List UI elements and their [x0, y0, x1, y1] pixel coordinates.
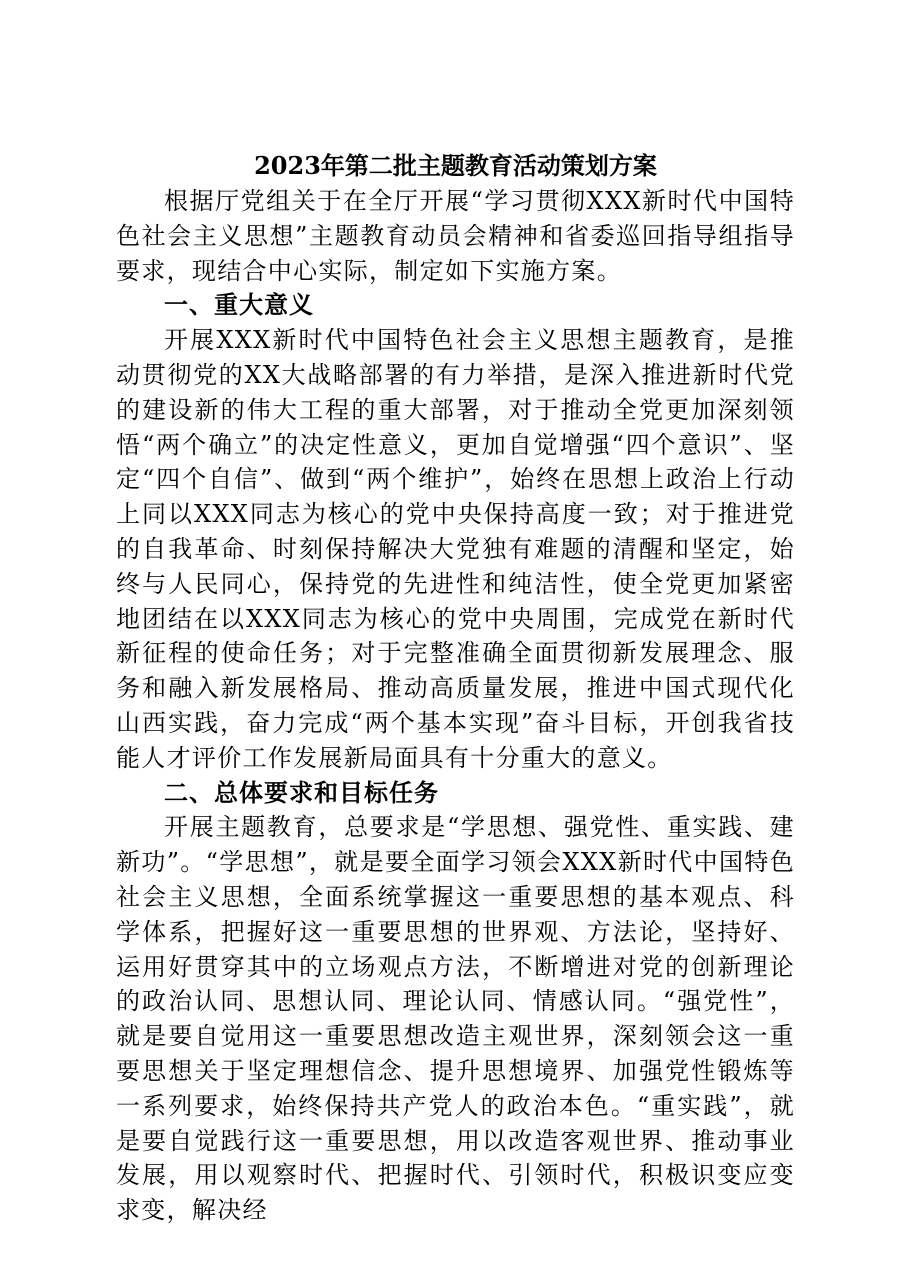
section-body: 开展主题教育，总要求是“学思想、强党性、重实践、建新功”。“学思想”，就是要全面学习领会XXX新时代中国特色社会主义思想，全面系统掌握这一重要思想的基本观点、科学体系，把握好这一重要思想的世界观、方法论，坚持好、运用好贯穿其中的立场观点方法，不断增进对党的创新理论的政治认同、思想认同、理论认同、情感认同。“强党性”，就是要自觉用这一重要思想改造主观世界，深刻领会这一重要思想关于坚定理想信念、提升思想境界、加强党性锻炼等一系列要求，始终保持共产党人的政治本色。“重实践”，就是要自觉践行这一重要思想，用以改造客观世界、推动事业发展，用以观察时代、把握时代、引领时代，积极识变应变求变，解决经	[116, 813, 795, 1225]
section-requirements	[116, 776, 795, 1228]
section-heading: 一、重大意义	[164, 290, 314, 320]
document-title: 2023年第二批主题教育活动策划方案	[254, 151, 657, 180]
section-significance	[116, 288, 795, 775]
section-heading: 二、总体要求和目标任务	[164, 777, 439, 807]
section-body: 开展XXX新时代中国特色社会主义思想主题教育，是推动贯彻党的XX大战略部署的有力举措，是深入推进新时代党的建设新的伟大工程的重大部署，对于推动全党更加深刻领悟“两个确立”的决定性意义，更加自觉增强“四个意识”、坚定“四个自信”、做到“两个维护”，始终在思想上政治上行动上同以XXX同志为核心的党中央保持高度一致；对于推进党的自我革命、时刻保持解决大党独有难题的清醒和坚定，始终与人民同心，保持党的先进性和纯洁性，使全党更加紧密地团结在以XXX同志为核心的党中央周围，完成党在新时代新征程的使命任务；对于完整准确全面贯彻新发展理念、服务和融入新发展格局、推动高质量发展，推进中国式现代化山西实践，奋力完成“两个基本实现”奋斗目标，开创我省技能人才评价工作发展新局面具有十分重大的意义。	[116, 326, 795, 772]
intro-paragraph: 根据厅党组关于在全厅开展“学习贯彻XXX新时代中国特色社会主义思想”主题教育动员会精神和省委巡回指导组指导要求，现结合中心实际，制定如下实施方案。	[116, 187, 795, 285]
